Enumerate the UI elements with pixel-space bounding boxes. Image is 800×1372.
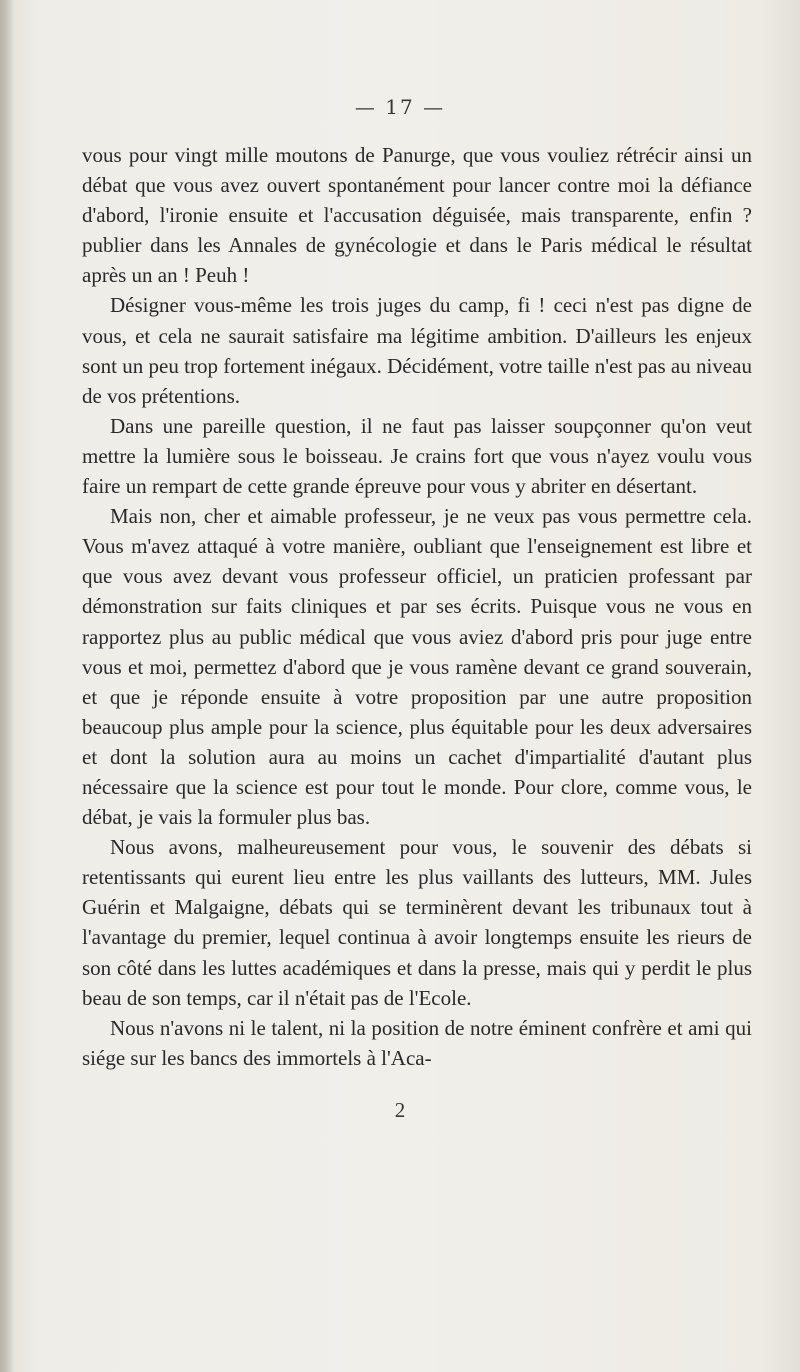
paragraph-2: Désigner vous-même les trois juges du camp, fi ! ceci n'est pas digne de vous, et cela ne saurait satisfaire ma légitime ambition. D'ailleurs les enjeux sont un peu trop fortement inégaux. Décidément, votre taille n'est pas au niveau de vos prétentions. [82, 293, 752, 408]
paragraph-3: Dans une pareille question, il ne faut pas laisser soupçonner qu'on veut mettre la lumière sous le boisseau. Je crains fort que vous n'ayez voulu vous faire un rempart de cette grande épreuve pour vous y abriter en désertant. [82, 413, 752, 499]
page-number: — 17 — [354, 95, 446, 119]
gutter-shadow [0, 0, 14, 1372]
paragraph-4: Mais non, cher et aimable professeur, je ne veux pas vous permettre cela. Vous m'avez attaqué à votre manière, oubliant que l'enseignement est libre et que vous avez devant vous professeur officiel, un praticien professant par démonstration sur faits cliniques et par ses écrits. Puisque vous ne vous en rapportez plus au public médical que vous aviez d'abord pris pour juge entre vous et moi, permettez d'abord que je vous ramène devant ce grand souverain, et que je réponde ensuite à votre proposition par une autre proposition beaucoup plus ample pour la science, plus équitable pour les deux adversaires et dont la solution aura au moins un cachet d'impartialité d'autant plus nécessaire que la science est pour tout le monde. Pour clore, comme vous, le débat, je vais la formuler plus bas. [82, 504, 752, 830]
paragraph-6: Nous n'avons ni le talent, ni la position de notre éminent confrère et ami qui siége sur les bancs des immortels à l'Aca- [82, 1015, 752, 1070]
paragraph-1: vous pour vingt mille moutons de Panurge, que vous vouliez rétrécir ainsi un débat que vous avez ouvert spontanément pour lancer contre moi la défiance d'abord, l'ironie ensuite et l'accusation déguisée, mais transparente, enfin ? publier dans les Annales de gynécologie et dans le Paris médical le résultat après un an ! Peuh ! [82, 143, 752, 288]
paragraph-5: Nous avons, malheureusement pour vous, le souvenir des débats si retentissants qui eurent lieu entre les plus vaillants des lutteurs, MM. Jules Guérin et Malgaigne, débats qui se terminèrent devant les tribunaux tout à l'avantage du premier, lequel continua à avoir longtemps ensuite les rieurs de son côté dans les luttes académiques et dans la presse, mais qui y perdit le plus beau de son temps, car il n'était pas de l'Ecole. [82, 835, 752, 1010]
body-text [82, 140, 752, 1073]
signature-mark: 2 [394, 1098, 406, 1122]
